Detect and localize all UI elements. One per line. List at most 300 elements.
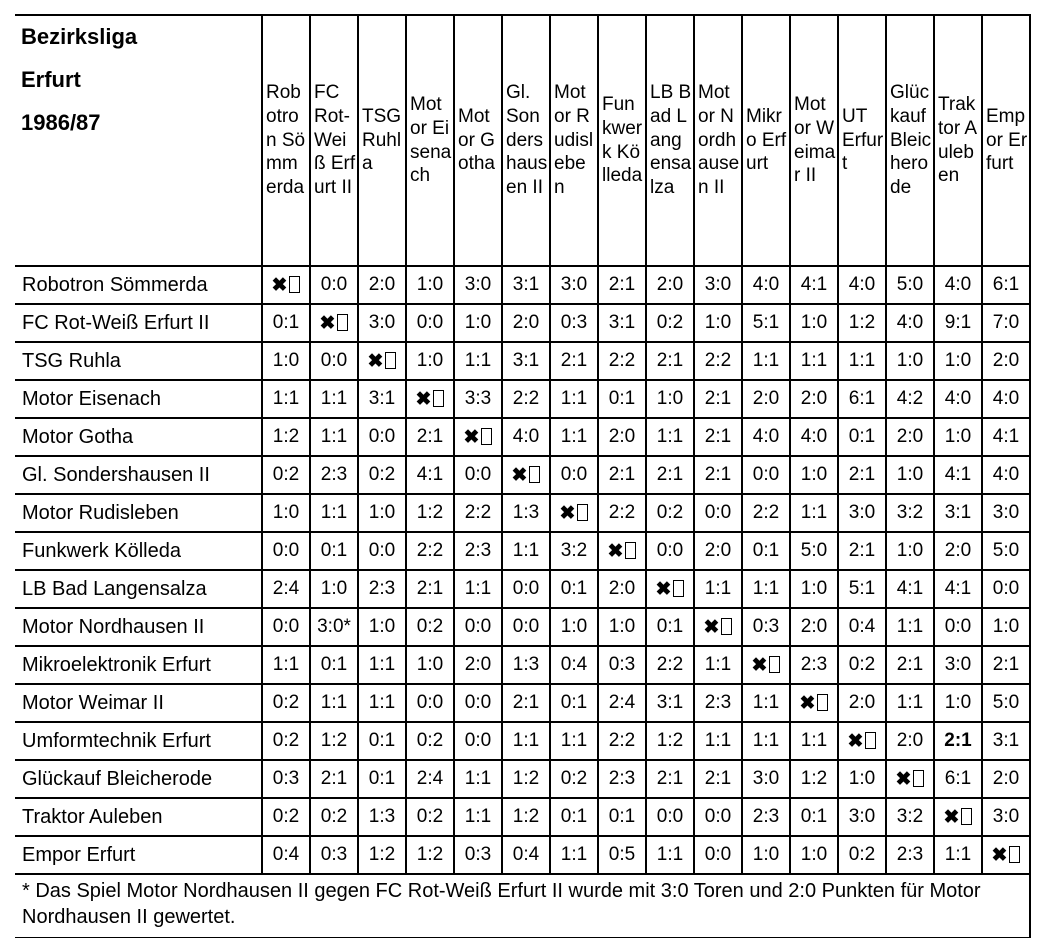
result-cell: 1:1 (454, 760, 502, 798)
result-cell: 2:1 (646, 342, 694, 380)
column-header-team: FC Rot-Weiß Erfurt II (310, 15, 358, 266)
result-cell: 0:1 (310, 532, 358, 570)
result-cell: 4:0 (790, 418, 838, 456)
team-row-label: Traktor Auleben (15, 798, 262, 836)
result-cell: 5:0 (886, 266, 934, 304)
result-cell: 1:2 (358, 836, 406, 874)
column-header-team: Empor Erfurt (982, 15, 1030, 266)
table-row (15, 722, 1030, 760)
result-cell: 0:2 (406, 608, 454, 646)
result-cell: 1:1 (646, 418, 694, 456)
table-row (15, 266, 1030, 304)
diagonal-cell (454, 418, 502, 456)
team-row-label: FC Rot-Weiß Erfurt II (15, 304, 262, 342)
diagonal-cell (646, 570, 694, 608)
result-cell: 3:1 (358, 380, 406, 418)
missing-glyph-box (577, 504, 588, 521)
table-row (15, 798, 1030, 836)
column-header-team: Motor Weimar II (790, 15, 838, 266)
result-cell: 0:3 (262, 760, 310, 798)
result-cell: 0:2 (646, 494, 694, 532)
team-row-label: Glückauf Bleicherode (15, 760, 262, 798)
result-cell: 1:1 (886, 608, 934, 646)
result-cell: 0:0 (310, 266, 358, 304)
result-cell: 1:3 (358, 798, 406, 836)
result-cell: 6:1 (982, 266, 1030, 304)
result-cell: 0:0 (694, 798, 742, 836)
team-row-label: Empor Erfurt (15, 836, 262, 874)
diagonal-x-marker: ✖ (655, 578, 672, 600)
result-cell: 1:0 (790, 836, 838, 874)
result-cell: 2:0 (838, 684, 886, 722)
result-cell: 2:2 (502, 380, 550, 418)
diagonal-x-marker: ✖ (703, 616, 720, 638)
result-cell: 4:1 (790, 266, 838, 304)
result-cell: 1:1 (310, 380, 358, 418)
diagonal-x-marker: ✖ (367, 350, 384, 372)
result-cell: 2:2 (598, 722, 646, 760)
missing-glyph-box (913, 770, 924, 787)
table-row (15, 836, 1030, 874)
result-cell: 2:3 (598, 760, 646, 798)
column-header-team: Motor Nordhausen II (694, 15, 742, 266)
missing-glyph-box (481, 428, 492, 445)
table-row (15, 532, 1030, 570)
result-cell: 2:3 (790, 646, 838, 684)
result-cell: 0:1 (550, 570, 598, 608)
result-cell: 5:1 (838, 570, 886, 608)
table-row (15, 304, 1030, 342)
result-cell: 1:1 (550, 380, 598, 418)
result-cell: 1:1 (742, 722, 790, 760)
column-header-team: Funkwerk Kölleda (598, 15, 646, 266)
result-cell: 2:1 (694, 418, 742, 456)
column-header-team: LB Bad Langensalza (646, 15, 694, 266)
result-cell: 0:0 (694, 836, 742, 874)
result-cell: 5:0 (982, 532, 1030, 570)
result-cell: 1:1 (886, 684, 934, 722)
page-title-season: 1986/87 (21, 110, 101, 135)
result-cell: 2:3 (358, 570, 406, 608)
result-cell: 0:4 (838, 608, 886, 646)
result-cell: 1:2 (310, 722, 358, 760)
result-cell: 3:0 (742, 760, 790, 798)
diagonal-x-marker: ✖ (271, 274, 288, 296)
missing-glyph-box (961, 808, 972, 825)
result-cell: 1:1 (262, 646, 310, 684)
table-body (15, 266, 1030, 874)
result-cell: 1:0 (934, 684, 982, 722)
result-cell: 2:1 (550, 342, 598, 380)
result-cell: 4:0 (982, 456, 1030, 494)
result-cell: 3:0 (838, 494, 886, 532)
result-cell: 9:1 (934, 304, 982, 342)
result-cell: 0:2 (358, 456, 406, 494)
table-row (15, 418, 1030, 456)
result-cell: 4:0 (934, 266, 982, 304)
result-cell: 1:0 (790, 456, 838, 494)
result-cell: 0:4 (550, 646, 598, 684)
missing-glyph-box (385, 352, 396, 369)
team-row-label: Motor Rudisleben (15, 494, 262, 532)
result-cell: 2:0 (358, 266, 406, 304)
result-cell: 4:1 (982, 418, 1030, 456)
team-row-label: Umformtechnik Erfurt (15, 722, 262, 760)
result-cell: 2:4 (598, 684, 646, 722)
result-cell: 2:1 (838, 532, 886, 570)
result-cell: 1:0 (454, 304, 502, 342)
result-cell: 1:0 (358, 608, 406, 646)
result-cell: 1:0 (886, 342, 934, 380)
table-row (15, 456, 1030, 494)
result-cell: 1:0 (742, 836, 790, 874)
result-cell: 1:2 (646, 722, 694, 760)
result-cell: 1:1 (550, 418, 598, 456)
result-cell: 2:0 (790, 380, 838, 418)
result-cell: 2:0 (502, 304, 550, 342)
result-cell: 1:1 (550, 722, 598, 760)
header-row (15, 15, 1030, 266)
result-cell: 0:1 (838, 418, 886, 456)
result-cell: 2:3 (454, 532, 502, 570)
result-cell: 1:1 (838, 342, 886, 380)
result-cell: 3:0 (982, 494, 1030, 532)
result-cell: 3:0* (310, 608, 358, 646)
result-cell: 1:0 (406, 646, 454, 684)
diagonal-x-marker: ✖ (607, 540, 624, 562)
result-cell: 0:2 (838, 646, 886, 684)
result-cell: 2:1 (886, 646, 934, 684)
result-cell: 0:0 (358, 418, 406, 456)
result-cell: 3:1 (934, 494, 982, 532)
diagonal-cell (406, 380, 454, 418)
team-row-label: Motor Eisenach (15, 380, 262, 418)
result-cell: 0:0 (934, 608, 982, 646)
result-cell: 3:3 (454, 380, 502, 418)
result-cell: 4:2 (886, 380, 934, 418)
result-cell: 2:1 (694, 456, 742, 494)
table-row (15, 684, 1030, 722)
result-cell: 2:1 (694, 380, 742, 418)
result-cell: 2:0 (454, 646, 502, 684)
result-cell: 0:4 (262, 836, 310, 874)
column-header-team: UT Erfurt (838, 15, 886, 266)
result-cell: 0:2 (262, 456, 310, 494)
result-cell: 1:1 (310, 418, 358, 456)
result-cell: 0:2 (262, 684, 310, 722)
result-cell: 1:2 (502, 760, 550, 798)
result-cell: 1:1 (310, 494, 358, 532)
result-cell: 2:0 (694, 532, 742, 570)
result-cell: 1:0 (886, 456, 934, 494)
result-cell: 0:2 (406, 798, 454, 836)
result-cell: 1:2 (838, 304, 886, 342)
result-cell: 2:0 (598, 418, 646, 456)
result-cell: 4:0 (886, 304, 934, 342)
diagonal-x-marker: ✖ (463, 426, 480, 448)
column-header-team: Robotron Sömmerda (262, 15, 310, 266)
result-cell: 2:0 (982, 342, 1030, 380)
diagonal-x-marker: ✖ (847, 730, 864, 752)
result-cell: 0:0 (454, 456, 502, 494)
result-cell: 4:1 (934, 456, 982, 494)
result-cell: 2:2 (454, 494, 502, 532)
result-cell: 3:0 (550, 266, 598, 304)
result-cell: 4:0 (934, 380, 982, 418)
result-cell: 1:1 (742, 342, 790, 380)
missing-glyph-box (433, 390, 444, 407)
result-cell: 2:4 (262, 570, 310, 608)
team-row-label: LB Bad Langensalza (15, 570, 262, 608)
team-row-label: TSG Ruhla (15, 342, 262, 380)
result-cell: 0:2 (262, 798, 310, 836)
diagonal-cell (886, 760, 934, 798)
result-cell: 0:2 (646, 304, 694, 342)
result-cell: 1:1 (262, 380, 310, 418)
result-cell: 1:1 (358, 646, 406, 684)
result-cell: 1:0 (262, 342, 310, 380)
result-cell: 0:2 (838, 836, 886, 874)
result-cell: 1:0 (598, 608, 646, 646)
result-cell: 2:3 (310, 456, 358, 494)
result-cell: 2:2 (694, 342, 742, 380)
diagonal-x-marker: ✖ (559, 502, 576, 524)
result-cell: 1:1 (502, 722, 550, 760)
result-cell: 1:2 (262, 418, 310, 456)
result-cell: 0:1 (310, 646, 358, 684)
result-cell: 0:0 (406, 684, 454, 722)
result-cell: 0:2 (262, 722, 310, 760)
result-cell: 2:0 (646, 266, 694, 304)
result-cell: 0:0 (262, 532, 310, 570)
column-header-team: Mikro Erfurt (742, 15, 790, 266)
result-cell: 2:1 (406, 570, 454, 608)
result-cell: 2:2 (742, 494, 790, 532)
result-cell: 0:1 (550, 798, 598, 836)
diagonal-cell (982, 836, 1030, 874)
diagonal-cell (262, 266, 310, 304)
result-cell: 1:2 (790, 760, 838, 798)
result-cell: 1:0 (406, 266, 454, 304)
result-cell: 3:2 (550, 532, 598, 570)
result-cell: 0:3 (742, 608, 790, 646)
result-cell: 3:1 (646, 684, 694, 722)
result-cell: 1:0 (406, 342, 454, 380)
result-cell: 2:0 (598, 570, 646, 608)
result-cell: 0:0 (982, 570, 1030, 608)
table-row (15, 342, 1030, 380)
result-cell: 1:1 (790, 494, 838, 532)
team-row-label: Mikroelektronik Erfurt (15, 646, 262, 684)
team-row-label: Motor Nordhausen II (15, 608, 262, 646)
column-header-team: Motor Rudisleben (550, 15, 598, 266)
result-cell: 1:0 (934, 342, 982, 380)
result-cell: 1:1 (742, 684, 790, 722)
result-cell: 4:1 (886, 570, 934, 608)
result-cell: 2:2 (598, 494, 646, 532)
missing-glyph-box (865, 732, 876, 749)
result-cell: 1:1 (454, 342, 502, 380)
result-cell: 5:1 (742, 304, 790, 342)
result-cell: 2:3 (886, 836, 934, 874)
result-cell: 3:1 (982, 722, 1030, 760)
result-cell: 0:0 (646, 532, 694, 570)
column-header-team: Gl. Sondershausen II (502, 15, 550, 266)
result-cell: 2:0 (982, 760, 1030, 798)
result-cell: 1:0 (694, 304, 742, 342)
result-cell: 0:0 (646, 798, 694, 836)
table-row (15, 570, 1030, 608)
result-cell: 3:2 (886, 798, 934, 836)
result-cell: 1:2 (406, 836, 454, 874)
result-cell: 1:2 (406, 494, 454, 532)
result-cell: 2:1 (838, 456, 886, 494)
result-cell: 5:0 (982, 684, 1030, 722)
page-title-league: Bezirksliga (21, 24, 138, 49)
result-cell: 1:1 (502, 532, 550, 570)
missing-glyph-box (625, 542, 636, 559)
result-cell: 3:0 (982, 798, 1030, 836)
footnote: * Das Spiel Motor Nordhausen II gegen FC Rot-Weiß Erfurt II wurde mit 3:0 Toren und 2:0 Punkten für Motor Nordhausen II gewertet. (15, 874, 1030, 938)
result-cell: 0:3 (310, 836, 358, 874)
result-cell: 0:1 (262, 304, 310, 342)
result-cell: 2:0 (742, 380, 790, 418)
result-cell: 2:4 (406, 760, 454, 798)
table-row (15, 760, 1030, 798)
team-row-label: Robotron Sömmerda (15, 266, 262, 304)
result-cell: 1:0 (358, 494, 406, 532)
diagonal-cell (790, 684, 838, 722)
result-cell: 2:1 (598, 456, 646, 494)
result-cell: 1:1 (694, 646, 742, 684)
team-row-label: Gl. Sondershausen II (15, 456, 262, 494)
result-cell: 1:0 (886, 532, 934, 570)
result-cell: 2:1 (310, 760, 358, 798)
result-cell: 1:1 (310, 684, 358, 722)
result-cell: 2:1 (646, 760, 694, 798)
diagonal-x-marker: ✖ (799, 692, 816, 714)
diagonal-cell (694, 608, 742, 646)
result-cell: 0:0 (406, 304, 454, 342)
result-cell: 3:0 (934, 646, 982, 684)
diagonal-cell (550, 494, 598, 532)
result-cell: 0:1 (646, 608, 694, 646)
result-cell: 1:1 (790, 342, 838, 380)
result-cell: 0:0 (454, 684, 502, 722)
table-header (15, 15, 1030, 266)
missing-glyph-box (817, 694, 828, 711)
result-cell: 2:2 (406, 532, 454, 570)
result-cell: 4:0 (742, 266, 790, 304)
missing-glyph-box (673, 580, 684, 597)
result-cell: 1:0 (982, 608, 1030, 646)
result-cell: 0:0 (454, 722, 502, 760)
missing-glyph-box (1009, 846, 1020, 863)
column-header-team: Traktor Auleben (934, 15, 982, 266)
table-row (15, 608, 1030, 646)
result-cell: 1:2 (502, 798, 550, 836)
team-row-label: Funkwerk Kölleda (15, 532, 262, 570)
team-row-label: Motor Gotha (15, 418, 262, 456)
result-cell: 1:3 (502, 494, 550, 532)
result-cell: 1:1 (550, 836, 598, 874)
result-cell: 2:1 (982, 646, 1030, 684)
result-cell: 0:0 (502, 570, 550, 608)
diagonal-x-marker: ✖ (415, 388, 432, 410)
diagonal-x-marker: ✖ (991, 844, 1008, 866)
result-cell: 1:0 (646, 380, 694, 418)
diagonal-cell (934, 798, 982, 836)
result-cell: 7:0 (982, 304, 1030, 342)
table-row (15, 380, 1030, 418)
result-cell: 0:1 (550, 684, 598, 722)
result-cell: 6:1 (934, 760, 982, 798)
result-cell: 1:3 (502, 646, 550, 684)
result-cell: 2:1 (694, 760, 742, 798)
result-cell: 1:0 (934, 418, 982, 456)
result-cell: 1:1 (646, 836, 694, 874)
result-cell: 1:1 (694, 722, 742, 760)
result-cell: 1:0 (550, 608, 598, 646)
result-cell: 0:1 (742, 532, 790, 570)
table-row (15, 494, 1030, 532)
result-cell: 1:0 (838, 760, 886, 798)
result-cell: 0:0 (454, 608, 502, 646)
result-cell: 0:0 (262, 608, 310, 646)
result-cell: 1:1 (454, 798, 502, 836)
result-cell: 0:1 (358, 722, 406, 760)
result-cell: 3:0 (358, 304, 406, 342)
result-cell: 3:2 (886, 494, 934, 532)
result-cell: 0:3 (454, 836, 502, 874)
table-title-cell (15, 15, 262, 266)
result-cell: 2:2 (598, 342, 646, 380)
diagonal-cell (502, 456, 550, 494)
result-cell: 1:0 (310, 570, 358, 608)
result-cell: 2:2 (646, 646, 694, 684)
column-header-team: Motor Gotha (454, 15, 502, 266)
column-header-team: Glückauf Bleicherode (886, 15, 934, 266)
diagonal-x-marker: ✖ (319, 312, 336, 334)
result-cell: 0:2 (406, 722, 454, 760)
result-cell: 0:0 (742, 456, 790, 494)
result-cell: 1:1 (358, 684, 406, 722)
result-cell: 0:4 (502, 836, 550, 874)
result-cell: 4:1 (934, 570, 982, 608)
result-cell: 0:0 (358, 532, 406, 570)
result-cell: 4:0 (982, 380, 1030, 418)
result-cell: 0:1 (598, 798, 646, 836)
result-cell: 2:1 (406, 418, 454, 456)
result-cell: 1:1 (934, 836, 982, 874)
result-cell: 1:0 (790, 304, 838, 342)
result-cell: 6:1 (838, 380, 886, 418)
result-cell: 2:1 (598, 266, 646, 304)
result-cell: 3:1 (502, 266, 550, 304)
diagonal-cell (838, 722, 886, 760)
missing-glyph-box (529, 466, 540, 483)
page-title-region: Erfurt (21, 67, 81, 92)
diagonal-cell (742, 646, 790, 684)
result-cell: 0:1 (790, 798, 838, 836)
result-cell: 3:0 (454, 266, 502, 304)
diagonal-cell (358, 342, 406, 380)
result-cell: 0:0 (310, 342, 358, 380)
table-row (15, 646, 1030, 684)
result-cell: 0:0 (502, 608, 550, 646)
result-cell: 0:1 (358, 760, 406, 798)
results-crosstable (15, 14, 1031, 938)
